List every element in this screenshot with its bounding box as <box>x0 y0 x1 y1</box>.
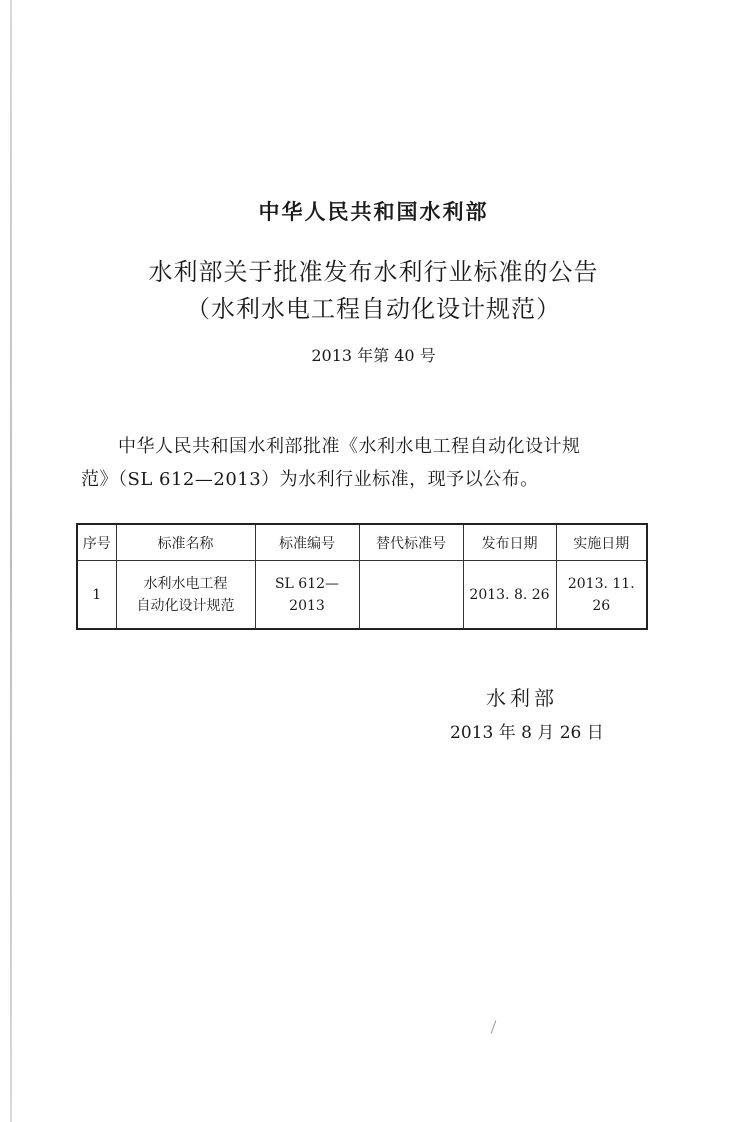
cell-issue-date: 2013. 8. 26 <box>463 561 556 630</box>
header-issue-date: 发布日期 <box>463 524 556 561</box>
cell-effective-date: 2013. 11. 26 <box>556 561 647 630</box>
cell-replaces <box>359 561 463 630</box>
document-number: 2013 年第 40 号 <box>311 346 436 365</box>
issuing-ministry: 中华人民共和国水利部 <box>258 200 489 224</box>
standard-name-line-1: 水利水电工程 <box>143 575 228 592</box>
table-row <box>77 561 647 630</box>
header-effective-date: 实施日期 <box>556 524 647 561</box>
signature-date: 2013 年 8 月 26 日 <box>450 723 604 743</box>
table-header-row <box>77 524 647 561</box>
signature-issuer: 水利部 <box>486 686 558 710</box>
header-standard-code: 标准编号 <box>255 524 359 561</box>
cell-index: 1 <box>77 561 116 630</box>
body-text-line-1: 中华人民共和国水利部批准《水利水电工程自动化设计规 <box>118 436 581 457</box>
header-standard-name: 标准名称 <box>116 524 255 561</box>
scan-edge <box>10 0 12 1122</box>
cell-standard-name <box>116 561 255 630</box>
standard-name-line-2: 自动化设计规范 <box>136 597 235 614</box>
header-index: 序号 <box>77 524 116 561</box>
header-replaces: 替代标准号 <box>359 524 463 561</box>
announcement-subtitle: （水利水电工程自动化设计规范） <box>186 295 561 323</box>
body-text-line-2: 范》（SL 612—2013）为水利行业标准，现予以公布。 <box>81 469 539 490</box>
cell-standard-code: SL 612—2013 <box>255 561 359 630</box>
announcement-title: 水利部关于批准发布水利行业标准的公告 <box>148 258 599 286</box>
standards-table <box>76 523 648 630</box>
scan-mark <box>491 1020 497 1033</box>
